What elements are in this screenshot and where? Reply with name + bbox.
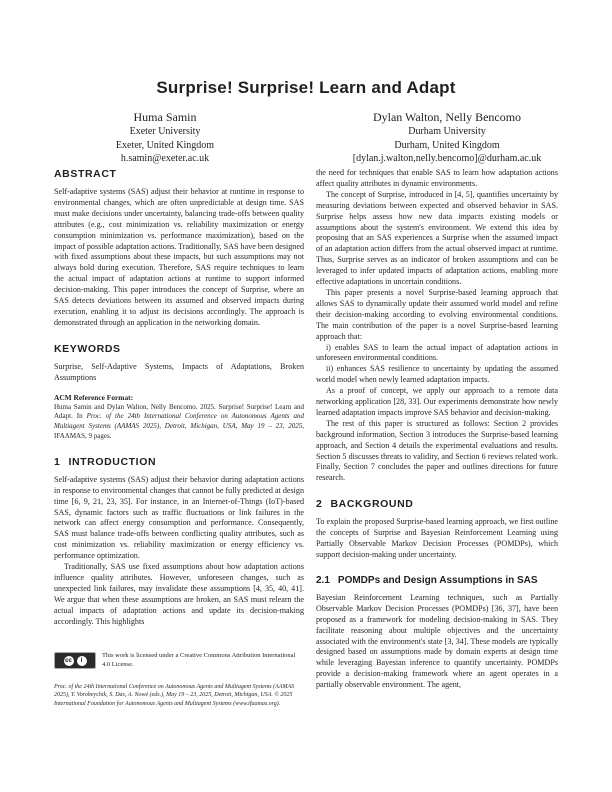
- intro-paragraph: Self-adaptive systems (SAS) adjust their behavior during adaptation actions in response to environmental changes that cannot be fully predicted at design time [6, 9, 21, 23, 35]. For instance, in an Internet-of-Things (IoT)-based SAS, dynamic factors such as traffic fluctuations or link failures in the network can affect energy consumption and performance. Consequently, SAS must balance trade-offs between conflicting quality attributes, such as cost minimization vs. reliability maximization or energy efficiency vs. performance optimization.: [54, 474, 304, 561]
- acm-reference-heading: ACM Reference Format:: [54, 392, 134, 402]
- background-text: To explain the proposed Surprise-based learning approach, we first outline the concepts of Surprise and Bayesian Reinforcement Learning using Partially Observable Markov Decision Processes (POMDPs), which support decision-making under uncertainty.: [316, 517, 558, 559]
- footnote: Proc. of the 24th International Conference on Autonomous Agents and Multiagent Systems (AAMAS 2025), Y. Vorobeychik, S. Das, A. Nowé (eds.), May 19 – 23, 2025, Detroit, Michigan, USA. © 2025 International Foundation for Autonomous Agents and Multiagent Systems (www.ifaamas.org).: [54, 684, 295, 707]
- author-name: Dylan Walton, Nelly Bencomo: [372, 110, 522, 124]
- author-name: Huma Samin: [133, 110, 197, 124]
- right-column: [316, 168, 558, 691]
- introduction-heading: 1 INTRODUCTION: [54, 455, 157, 468]
- author-email[interactable]: h.samin@exeter.ac.uk: [120, 153, 210, 164]
- author-affiliation: Exeter University: [129, 126, 201, 137]
- body-paragraph: As a proof of concept, we apply our approach to a remote data networking application [28, 33]. Our experiments demonstrate how newly learned adaptation impacts improve SAS behavior and decision-making.: [316, 386, 558, 417]
- left-column: [54, 168, 304, 627]
- subsection-text: Bayesian Reinforcement Learning techniques, such as Partially Observable Markov Decision Processes (POMDPs) [36, 37], have been proposed as a framework for modeling decision-making in SAS. They facilitate reasoning about multiple objectives and the uncertainty associated with the environment's state [3, 34]. These models are typically designed based on assumptions made by domain experts at design time while leveraging Bayesian inference to quantify uncertainty. POMDPs provide a decision-making framework where an agent operates in a partially observable environment. The agent,: [316, 592, 558, 690]
- abstract-text: Self-adaptive systems (SAS) adjust their behavior at runtime in response to environmental changes, which are often unpredictable at design time. SAS must make decisions under uncertainty, balancing trade-offs between quality attributes (e.g., cost minimization vs. reliability maximization or energy consumption minimization vs. performance maximization), based on the impact of possible adaptation actions. Traditionally, SAS have been designed with fixed assumptions about these impacts, but such assumptions may not always hold during execution. Therefore, SAS require techniques to learn the actual impact of adaptation actions at runtime to support informed decision-making. This paper introduces the concept of Surprise, where an SAS detects deviations between its assumed and observed impacts during execution, enabling it to adjust its decisions accordingly. The approach is demonstrated through an application in the networking domain.: [54, 187, 304, 327]
- contribution-item: i) enables SAS to learn the actual impact of adaptation actions in unforeseen environmental conditions.: [316, 342, 558, 363]
- subsection-heading: 2.1 POMDPs and Design Assumptions in SAS: [316, 574, 538, 586]
- body-paragraph: the need for techniques that enable SAS to learn how adaptation actions affect quality attributes in dynamic environments.: [316, 168, 558, 188]
- abstract-heading: ABSTRACT: [54, 168, 117, 180]
- author-location: Durham, United Kingdom: [394, 139, 500, 151]
- license-block: [54, 651, 304, 673]
- author-block-2: [322, 110, 572, 166]
- creative-commons-icon[interactable]: cc i: [54, 652, 96, 669]
- body-paragraph: This paper presents a novel Surprise-based learning approach that allows SAS to dynamically update their assumed world model and refine their decision-making according to evolving environmental conditions. The main contribution of the paper is a novel Surprise-based learning approach that:: [316, 287, 558, 341]
- keywords-text: Surprise, Self-Adaptive Systems, Impacts of Adaptations, Broken Assumptions: [54, 361, 304, 382]
- author-affiliation: Durham University: [408, 126, 486, 137]
- license-text: This work is licensed under a Creative Commons Attribution International 4.0 License.: [102, 652, 296, 668]
- background-heading: 2 BACKGROUND: [316, 498, 414, 511]
- author-block-1: [40, 110, 290, 166]
- contribution-item: ii) enhances SAS resilience to uncertainty by updating the assumed world model when newly learned adaptation impacts.: [316, 364, 558, 385]
- body-paragraph: The concept of Surprise, introduced in [4, 5], quantifies uncertainty by measuring deviations between expected and observed behavior in SAS. Surprise helps assess how new data impacts existing models or assumptions about the system's environment. We extend this idea by proposing that an SAS experiences a Surprise when the assumed impact of an adaptation action differs from the actual observed impact at runtime. Thus, Surprise serves as an indicator of broken assumptions and can be leveraged to infer updated impacts of adaptation actions, enabling more effective adaptations in uncertain conditions.: [316, 189, 558, 287]
- keywords-heading: KEYWORDS: [54, 342, 121, 355]
- paper-title: Surprise! Surprise! Learn and Adapt: [156, 78, 456, 97]
- body-paragraph: The rest of this paper is structured as follows: Section 2 provides background information, Section 3 introduces the Surprise-based learning approach, and Section 4 details the experimental evaluations and results. Section 5 discusses threats to validity, and Section 6 reviews related work. Finally, Section 7 concludes the paper and outlines directions for future research.: [316, 418, 558, 483]
- intro-paragraph: Traditionally, SAS use fixed assumptions about how adaptation actions influence quality attributes. However, unforeseen changes, such as unexpected link failures, may invalidate these assumptions [4, 35, 40, 41]. We argue that when these assumptions are broken, an SAS must relearn the actual impacts of adaptation actions and update its decision-making accordingly. This highlights: [54, 562, 304, 626]
- acm-reference-text: Huma Samin and Dylan Walton, Nelly Bencomo. 2025. Surprise! Surprise! Learn and Adapt. In Proc. of the 24th International Conference on Autonomous Agents and Multiagent Systems (AAMAS 2025), Detroit, Michigan, USA, May 19 – 23, 2025, IFAAMAS, 9 pages.: [54, 402, 304, 440]
- author-location: Exeter, United Kingdom: [115, 139, 215, 151]
- author-email[interactable]: [dylan.j.walton,nelly.bencomo]@durham.ac.uk: [352, 153, 542, 164]
